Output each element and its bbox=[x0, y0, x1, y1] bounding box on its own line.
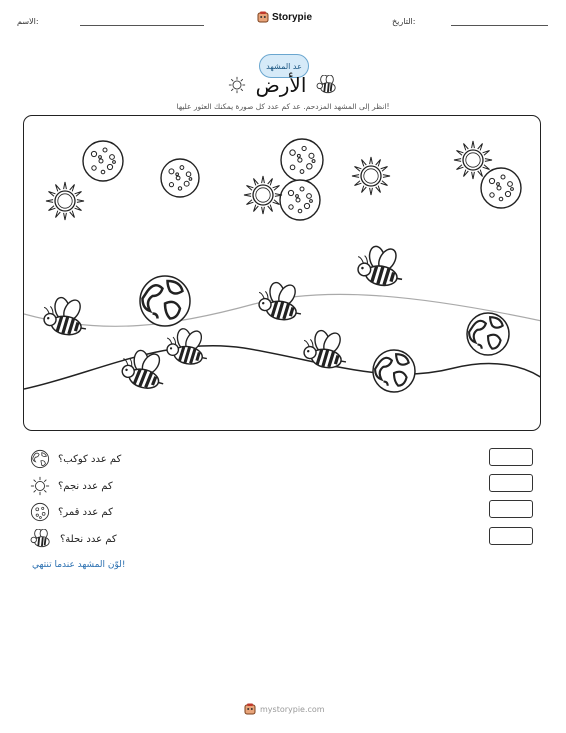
earth-icon bbox=[30, 449, 50, 469]
question-moon-text: كم عدد قمر؟ bbox=[58, 506, 113, 518]
footer bbox=[244, 703, 325, 715]
question-moon bbox=[30, 502, 210, 522]
question-star-text: كم عدد نجم؟ bbox=[58, 480, 113, 492]
bee-4 bbox=[117, 344, 170, 392]
counting-scene bbox=[23, 115, 541, 431]
moon-icon bbox=[30, 502, 50, 522]
sun-2 bbox=[244, 176, 282, 214]
earth-2 bbox=[467, 313, 509, 355]
activity-badge: عد المشهد bbox=[259, 54, 309, 78]
page-title-row bbox=[225, 72, 341, 98]
footer-site[interactable]: mystorypie.com bbox=[260, 704, 325, 714]
moon-3 bbox=[281, 139, 323, 181]
coloring-note: لوّن المشهد عندما تنتهي! bbox=[32, 560, 126, 570]
question-bee bbox=[30, 529, 210, 549]
page-title: الأرض bbox=[255, 73, 307, 97]
earth-1 bbox=[140, 276, 190, 326]
question-earth-text: كم عدد كوكب؟ bbox=[58, 453, 122, 465]
sun-icon bbox=[30, 476, 50, 496]
sun-1 bbox=[46, 182, 84, 220]
question-bee-text: كم عدد نحلة؟ bbox=[60, 533, 117, 545]
instructions: انظر إلى المشهد المزدحم. عد كم عدد كل صورة يمكنك العثور عليها! bbox=[176, 102, 390, 111]
bee-3 bbox=[354, 241, 407, 288]
bee-2 bbox=[255, 278, 306, 323]
sun-icon bbox=[228, 76, 246, 94]
moon-4 bbox=[280, 180, 320, 220]
name-label: الاسم: bbox=[17, 17, 39, 26]
brand-logo bbox=[257, 11, 312, 23]
answer-box-moon[interactable] bbox=[489, 500, 533, 518]
storypie-logo-icon bbox=[244, 703, 256, 715]
bee-icon bbox=[30, 529, 52, 549]
moon-2 bbox=[161, 159, 199, 197]
storypie-logo-icon bbox=[257, 11, 269, 23]
sun-3 bbox=[352, 157, 390, 195]
sun-4 bbox=[454, 141, 492, 179]
moon-1 bbox=[83, 141, 123, 181]
answer-box-earth[interactable] bbox=[489, 448, 533, 466]
date-line[interactable] bbox=[451, 25, 548, 26]
question-earth bbox=[30, 449, 210, 469]
moon-5 bbox=[481, 168, 521, 208]
name-line[interactable] bbox=[80, 25, 204, 26]
scene-illustration bbox=[24, 116, 541, 431]
bee-1 bbox=[40, 293, 91, 338]
hill-line-front bbox=[24, 346, 541, 389]
brand-name: Storypie bbox=[272, 11, 313, 23]
answer-box-star[interactable] bbox=[489, 474, 533, 492]
question-star bbox=[30, 476, 210, 496]
bee-6 bbox=[300, 326, 351, 371]
date-label: التاريخ: bbox=[392, 17, 416, 26]
bee-icon bbox=[316, 75, 338, 95]
answer-box-bee[interactable] bbox=[489, 527, 533, 545]
earth-3 bbox=[373, 350, 415, 392]
